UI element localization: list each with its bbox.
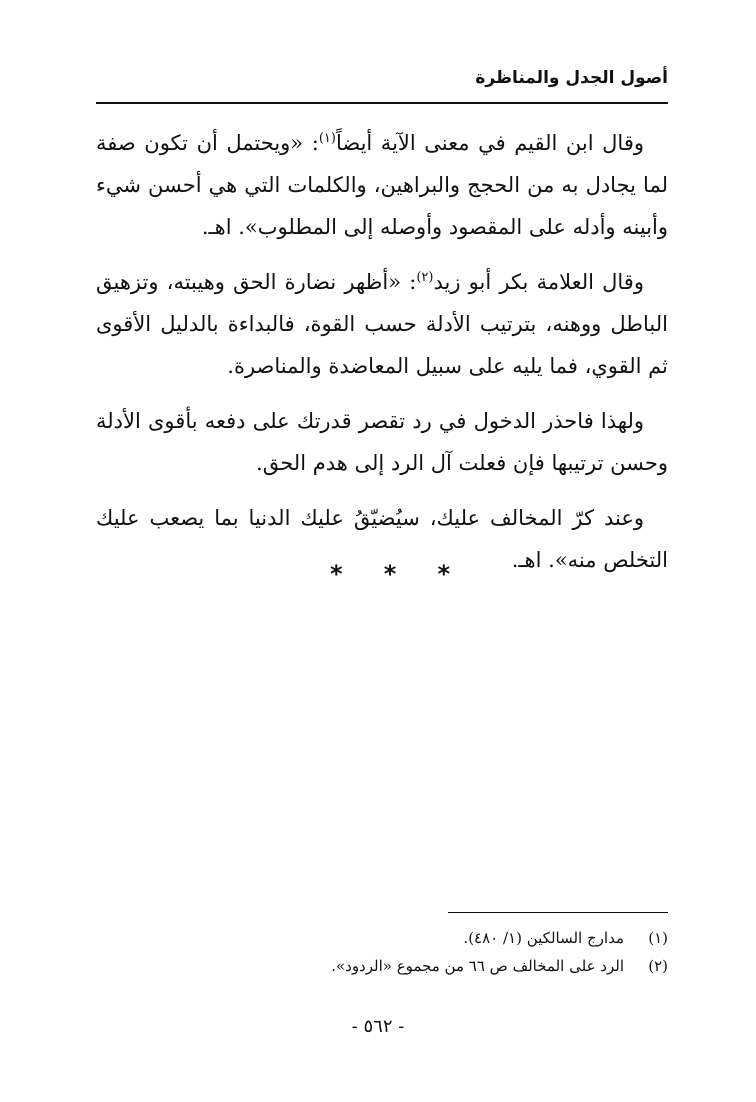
section-separator: [330, 560, 450, 588]
separator-star: *: [330, 560, 343, 588]
page-number: - ٥٦٢ -: [351, 1016, 405, 1037]
paragraph-2-lead: وقال العلامة بكر أبو زيد: [433, 270, 644, 294]
paragraph-3: ولهذا فاحذر الدخول في رد تقصر قدرتك على دفعه بأقوى الأدلة وحسن ترتيبها فإن فعلت آل الرد إلى هدم الحق.: [96, 409, 668, 475]
footnote-item-1: [96, 924, 668, 952]
paragraph-2-quote: : «أظهر نضارة الحق وهيبته، وتزهيق الباطل ووهنه، بترتيب الأدلة حسب القوة، فالبداءة بالدليل الأقوى ثم القوي، فما يليه على سبيل المعاضدة والمناصرة.: [96, 270, 668, 378]
paragraph-1: [96, 122, 668, 248]
footnote-number: (١): [648, 929, 668, 947]
footnote-ref-1[interactable]: (١): [318, 131, 336, 146]
header-rule: [96, 102, 668, 104]
footnote-text: مدارج السالكين (١/ ٤٨٠).: [463, 929, 624, 947]
footnote-text: الرد على المخالف ص ٦٦ من مجموع «الردود».: [331, 957, 624, 975]
paragraph-4: وعند كرّ المخالف عليك، سيُضيّقُ عليك الدنيا بما يصعب عليك التخلص منه». اهـ.: [96, 506, 668, 572]
footnote-number: (٢): [648, 957, 668, 975]
footnotes: [96, 924, 668, 980]
main-text: [96, 122, 668, 594]
footnote-ref-2[interactable]: (٢): [416, 270, 434, 285]
separator-star: *: [383, 560, 397, 588]
paragraph-1-quote: : «ويحتمل أن تكون صفة لما يجادل به من الحجج والبراهين، والكلمات التي هي أحسن شيء وأبينه وأدله على المقصود وأوصله إلى المطلوب». اهـ.: [96, 131, 668, 239]
footnote-item-2: [96, 952, 668, 980]
separator-star: *: [437, 560, 450, 588]
running-head: أصول الجدل والمناظرة: [475, 68, 668, 88]
footnote-rule: [448, 912, 668, 913]
paragraph-2: [96, 261, 668, 387]
paragraph-1-lead: وقال ابن القيم في معنى الآية أيضاً: [335, 131, 645, 155]
